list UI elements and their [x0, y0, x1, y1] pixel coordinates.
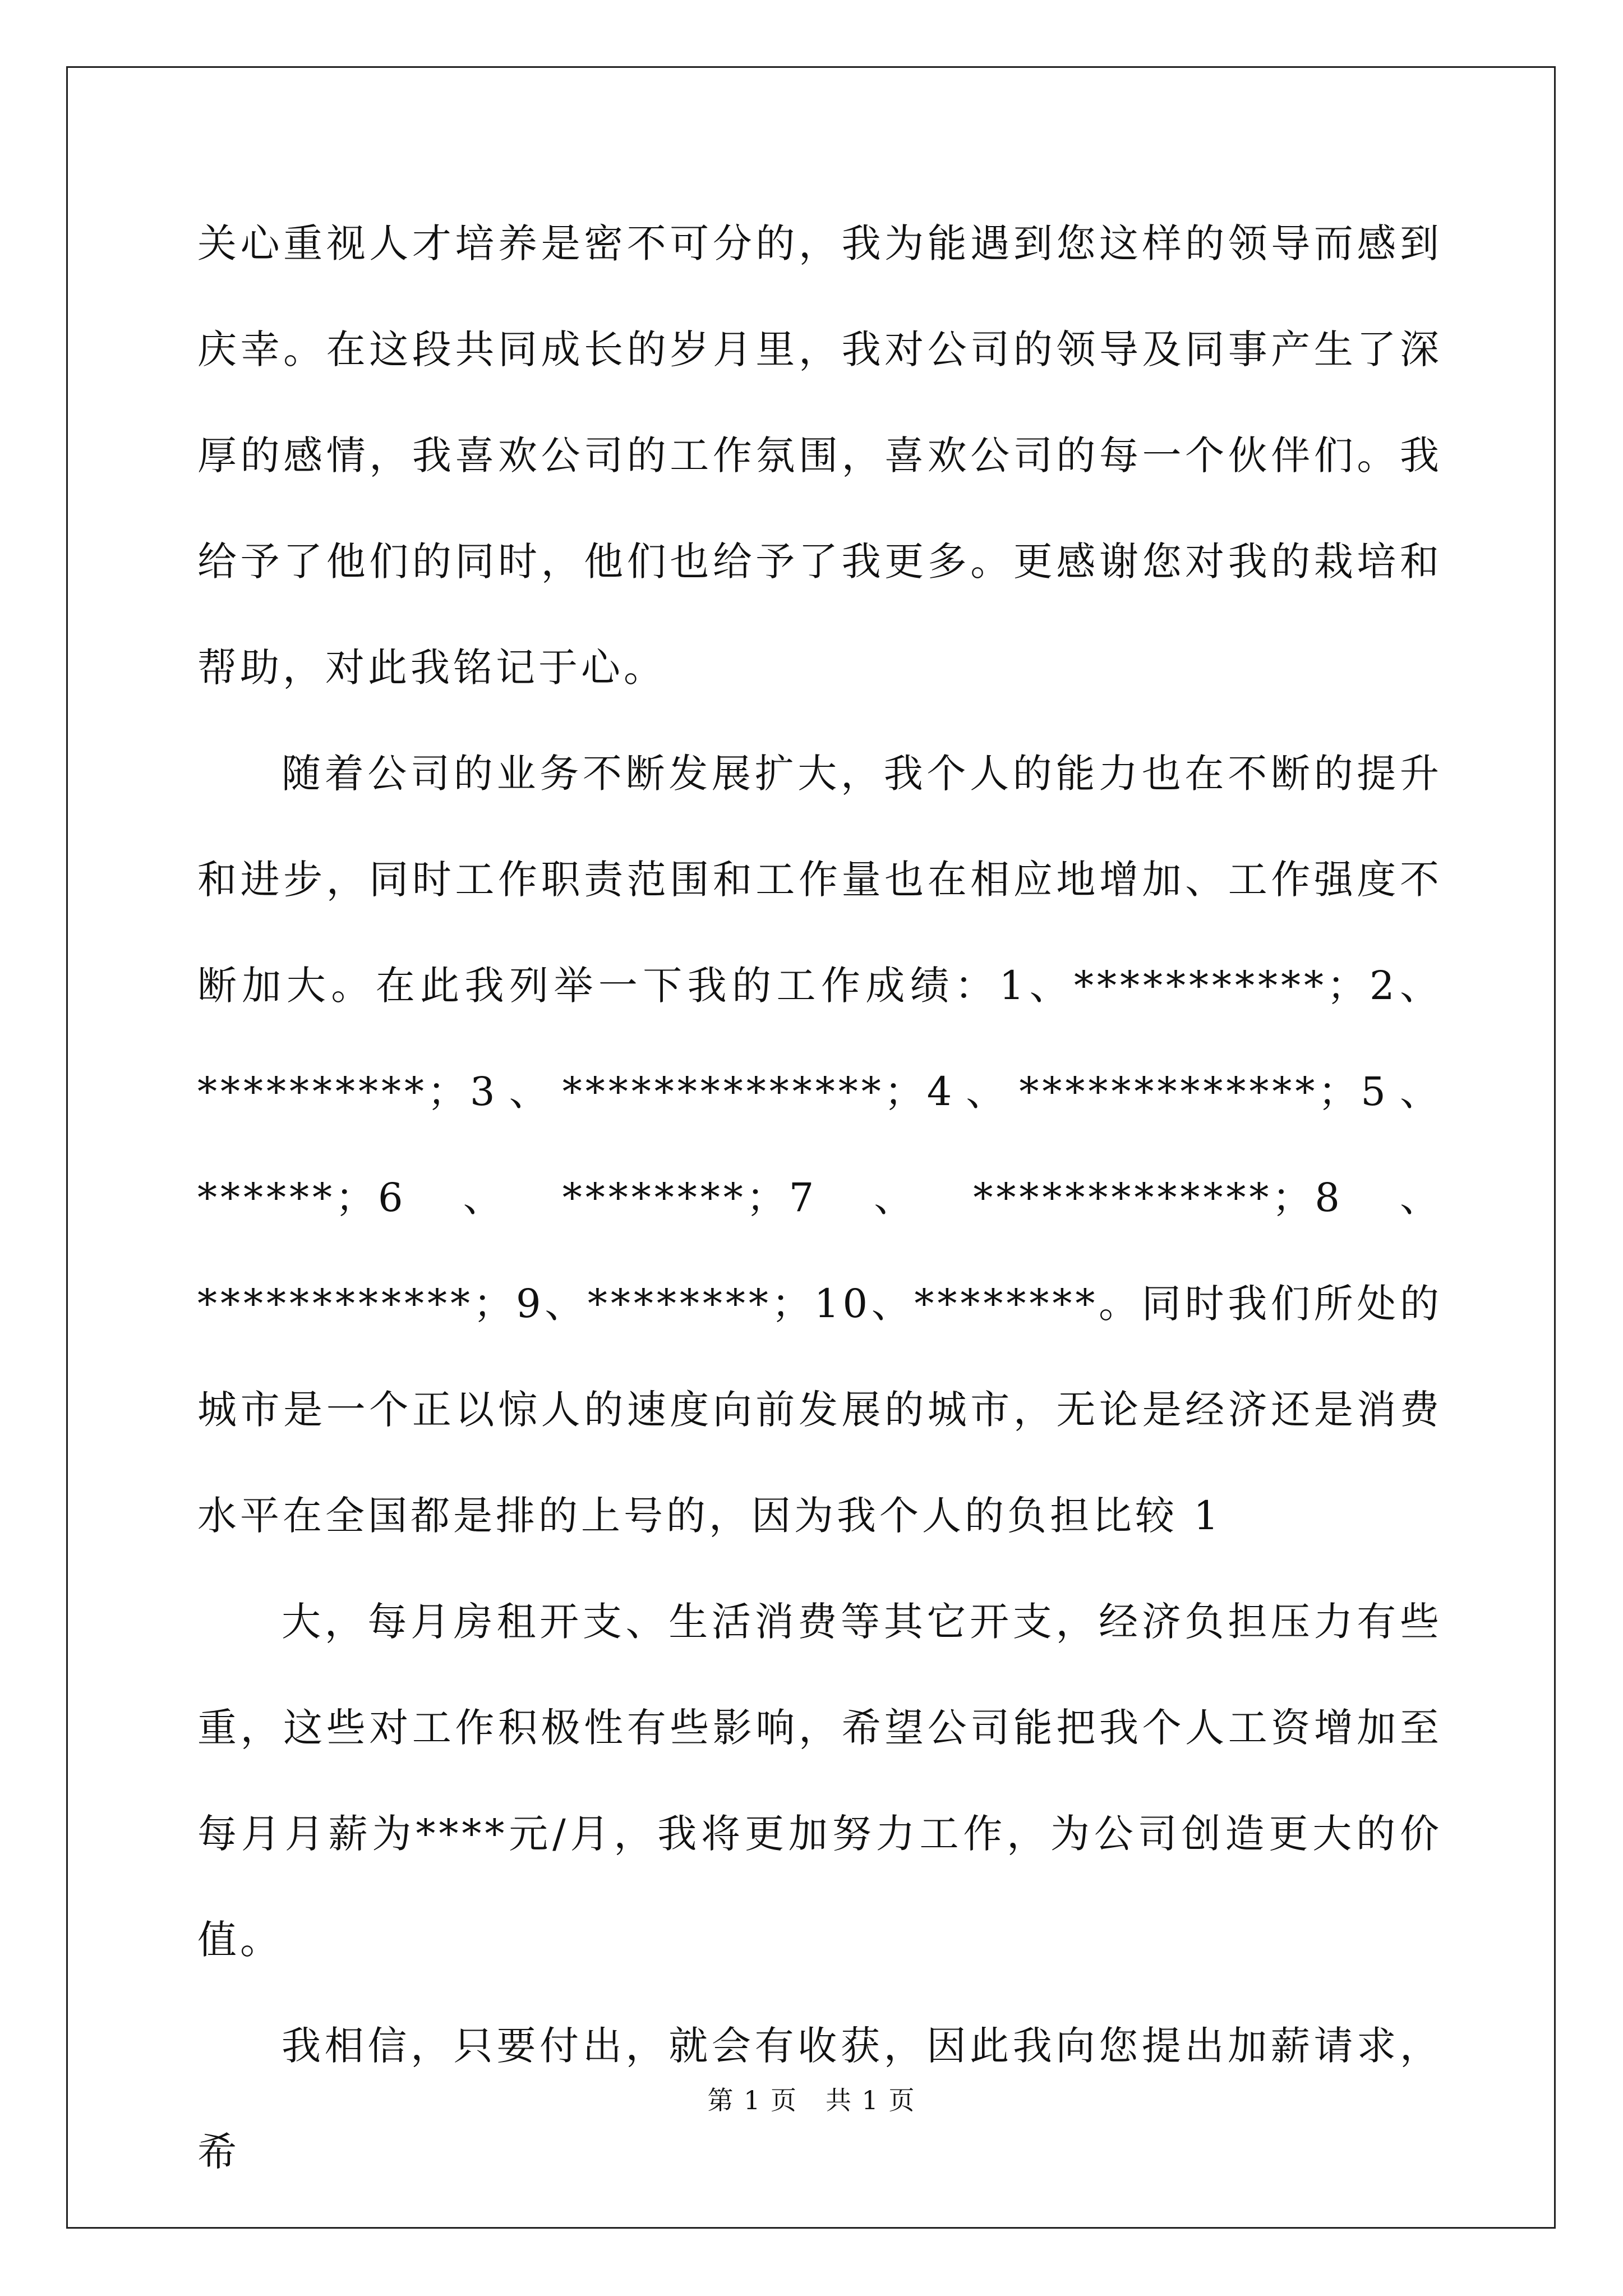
- page-number-label: 第 1 页: [707, 2085, 798, 2115]
- paragraph-2: 随着公司的业务不断发展扩大，我个人的能力也在不断的提升和进步，同时工作职责范围和工作量也在相应地增加、工作强度不断加大。在此我列举一下我的工作成绩：1、***********；2、**********；3、**************；4、*************；5、******；6、********；7、*************；8、************；9、********；10、********。同时我们所处的城市是一个正以惊人的速度向前发展的城市，无论是经济还是消费水平在全国都是排的上号的，因为我个人的负担比较 1: [197, 751, 1442, 1539]
- footer-spacer: [797, 2085, 826, 2115]
- document-body: [197, 191, 1442, 2205]
- paragraph-4: 我相信，只要付出，就会有收获，因此我向您提出加薪请求，希: [197, 2023, 1442, 2175]
- page-total-label: 共 1 页: [825, 2085, 916, 2115]
- paragraph-1: 关心重视人才培养是密不可分的，我为能遇到您这样的领导而感到庆幸。在这段共同成长的岁月里，我对公司的领导及同事产生了深厚的感情，我喜欢公司的工作氛围，喜欢公司的每一个伙伴们。我给予了他们的同时，他们也给予了我更多。更感谢您对我的栽培和帮助，对此我铭记于心。: [197, 220, 1442, 691]
- paragraph-3: 大，每月房租开支、生活消费等其它开支，经济负担压力有些重，这些对工作积极性有些影响，希望公司能把我个人工资增加至每月月薪为****元/月，我将更加努力工作，为公司创造更大的价值。: [197, 1599, 1442, 1963]
- page-footer: [0, 2080, 1623, 2117]
